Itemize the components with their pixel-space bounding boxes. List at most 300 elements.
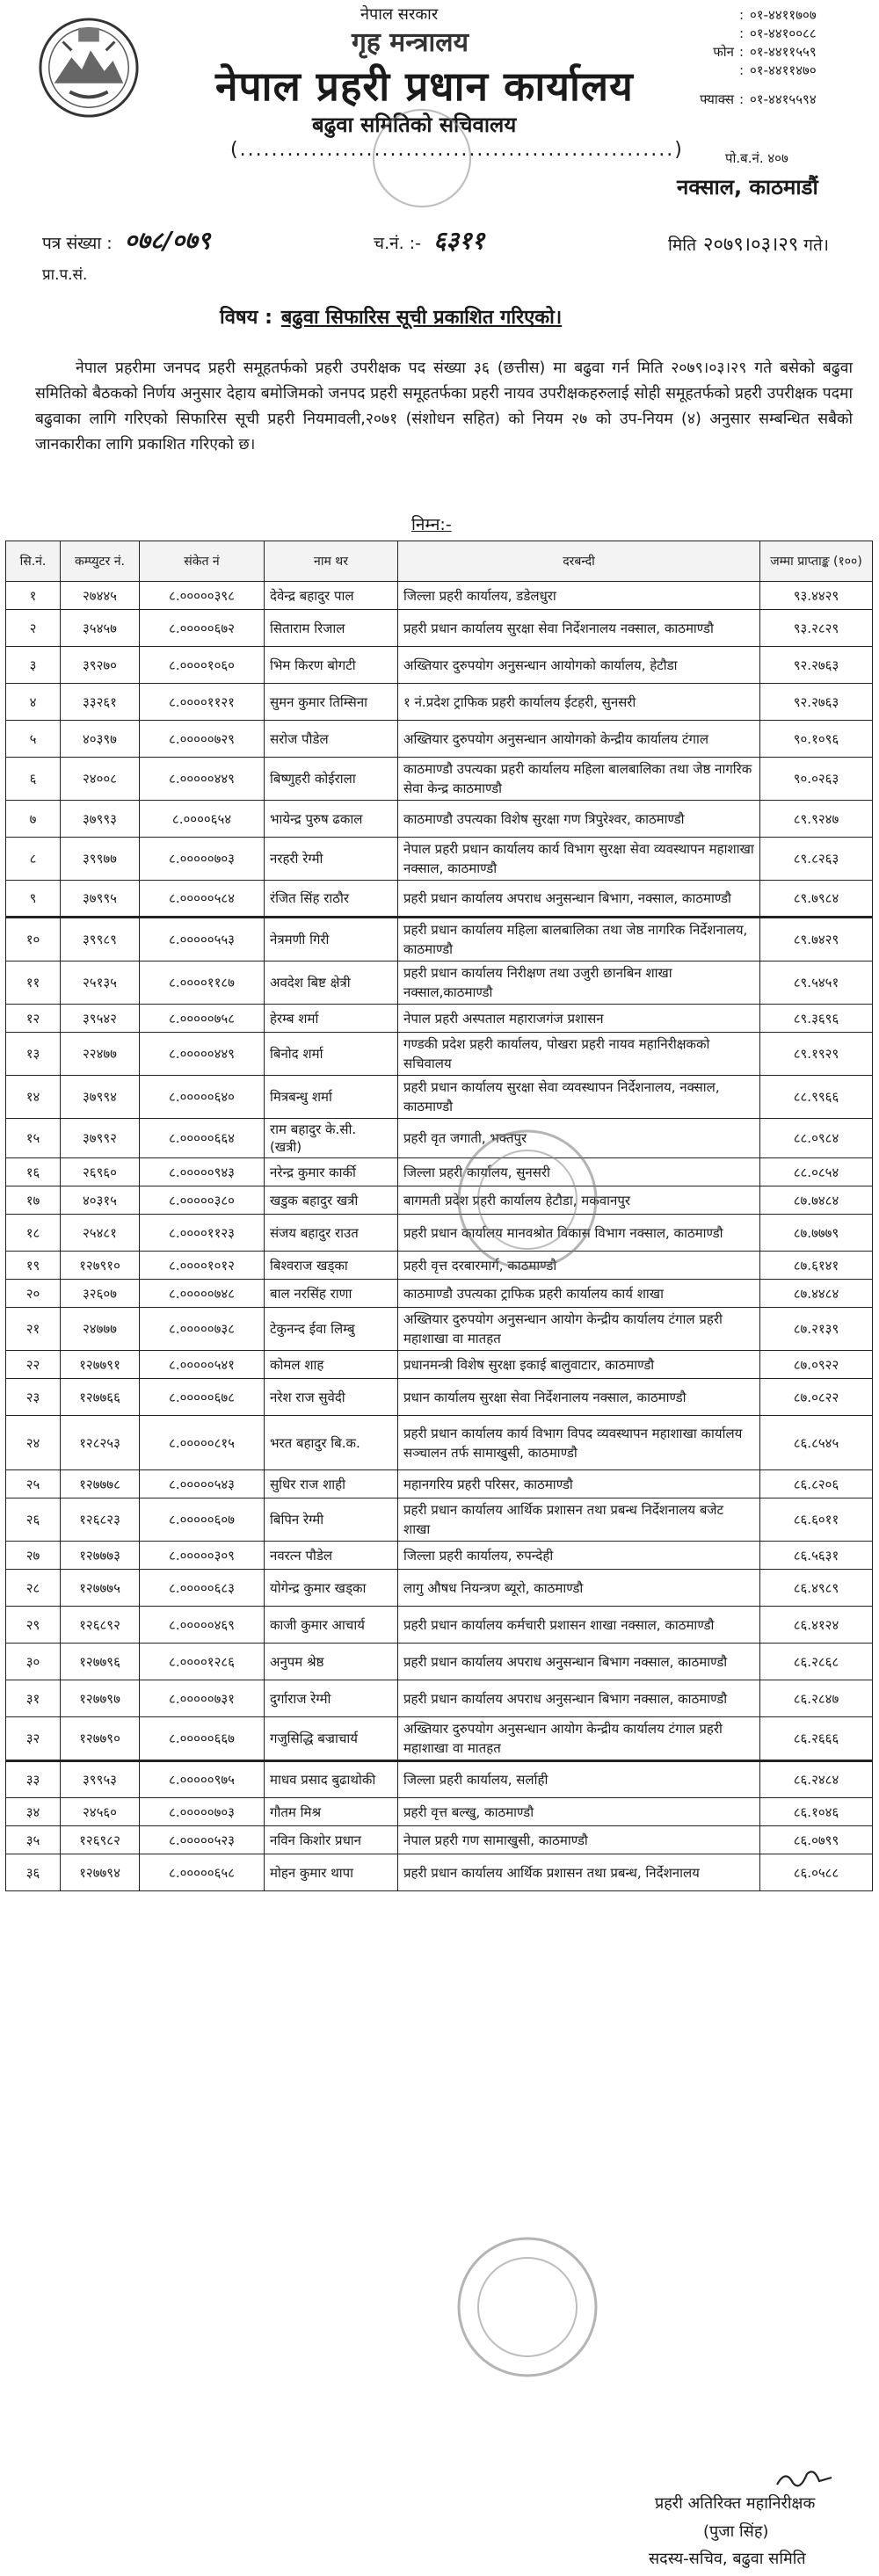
cell-name: अवदेश बिष्ट क्षेत्री (265, 961, 398, 1005)
cell-name: बिपिन रेग्मी (265, 1498, 398, 1542)
letter-number-value: ०७८/०७९ (124, 226, 211, 255)
cell-sn: ३ (6, 647, 61, 684)
cell-total-marks: ९२.२७६३ (760, 684, 873, 721)
cell-computer-no: १२८२५३ (61, 1416, 140, 1470)
cell-computer-no: ३२६०७ (61, 1280, 140, 1308)
cell-sn: ३५ (6, 1826, 61, 1854)
cell-total-marks: ८९.१९२९ (760, 1033, 873, 1076)
cell-symbol-no: ८.०००००६६७ (140, 1717, 265, 1761)
cell-total-marks: ८७.२१३९ (760, 1308, 873, 1351)
cell-sn: ३३ (6, 1761, 61, 1798)
cell-sn: २ (6, 610, 61, 647)
cell-sn: ५ (6, 721, 61, 758)
cell-sn: ७ (6, 801, 61, 838)
cell-computer-no: १२७७९७ (61, 1680, 140, 1717)
signatory-title: प्रहरी अतिरिक्त महानिरीक्षक (655, 2494, 816, 2513)
po-box: पो.ब.नं. ४०७ (725, 150, 788, 166)
cell-name: मोहन कुमार थापा (265, 1854, 398, 1891)
cell-name: भिम किरण बोगटी (265, 647, 398, 684)
cell-name: नरेन्द्र कुमार कार्की (265, 1158, 398, 1186)
list-heading: निम्न:- (411, 515, 452, 534)
cell-posting: प्रहरी वृत्त दरबारमार्ग, काठमाण्डौ (398, 1252, 760, 1280)
committee-dots: (.......................................................) (230, 139, 684, 161)
cell-computer-no: २२४७७ (61, 1033, 140, 1076)
cell-symbol-no: ८.०००००६७८ (140, 1379, 265, 1416)
table-row (6, 1680, 873, 1717)
header-posting: दरबन्दी (398, 541, 760, 582)
cell-sn: ३६ (6, 1854, 61, 1891)
table-row (6, 758, 873, 801)
cell-symbol-no: ८.००००१२८६ (140, 1644, 265, 1680)
cell-posting: प्रहरी वृत्त बल्खु, काठमाण्डौ (398, 1798, 760, 1826)
dispatch-number (374, 223, 484, 257)
cell-name: काजी कुमार आचार्य (265, 1607, 398, 1644)
cell-name: सरोज पौडेल (265, 721, 398, 758)
cell-total-marks: ८८.०९८४ (760, 1119, 873, 1158)
cell-sn: १४ (6, 1076, 61, 1119)
cell-symbol-no: ८.०००००७४८ (140, 1280, 265, 1308)
header-symbol-no: संकेत नं (140, 541, 265, 582)
cell-posting: नेपाल प्रहरी प्रधान कार्यालय कार्य विभाग सुरक्षा सेवा व्यवस्थापन महाशाखा नक्साल, काठमाण्डौ (398, 838, 760, 881)
cell-symbol-no: ८.००००१०६० (140, 647, 265, 684)
cell-posting: प्रहरी प्रधान कार्यालय सुरक्षा सेवा निर्देशनालय नक्साल, काठमाण्डौ (398, 610, 760, 647)
table-row (6, 1280, 873, 1308)
contact-label: फोन (713, 43, 734, 60)
table-row (6, 1215, 873, 1252)
cell-posting: प्रहरी प्रधान कार्यालय अपराध अनुसन्धान बिभाग, नक्साल, काठमाण्डौ (398, 881, 760, 918)
contact-row (655, 42, 875, 61)
cell-posting: जिल्ला प्रहरी कार्यालय, सुनसरी (398, 1158, 760, 1186)
cell-sn: २५ (6, 1470, 61, 1498)
cell-name: बिनोद शर्मा (265, 1033, 398, 1076)
cell-symbol-no: ८.०००००५५३ (140, 918, 265, 961)
cell-computer-no: १२६८९२ (61, 1607, 140, 1644)
cell-computer-no: ३७९९२ (61, 1119, 140, 1158)
cell-total-marks: ८६.२८४७ (760, 1680, 873, 1717)
contact-colon: : (739, 25, 745, 41)
letter-number-label: पत्र संख्या : (42, 234, 113, 253)
cell-symbol-no: ८.०००००४४९ (140, 758, 265, 801)
cell-name: दुर्गाराज रेग्मी (265, 1680, 398, 1717)
cell-total-marks: ८६.६०११ (760, 1498, 873, 1542)
cell-name: टेकुनन्द ईवा लिम्बु (265, 1308, 398, 1351)
table-row (6, 647, 873, 684)
cell-name: बाल नरसिंह राणा (265, 1280, 398, 1308)
cell-posting: महानगरिय प्रहरी परिसर, काठमाण्डौ (398, 1470, 760, 1498)
table-row (6, 1076, 873, 1119)
table-row (6, 881, 873, 918)
cell-total-marks: ८६.१०४६ (760, 1798, 873, 1826)
cell-sn: १ (6, 582, 61, 610)
cell-computer-no: १२७७७८ (61, 1470, 140, 1498)
cell-name: बिष्णुहरी कोईराला (265, 758, 398, 801)
table-row (6, 1033, 873, 1076)
cell-sn: १९ (6, 1252, 61, 1280)
cell-computer-no: २६९६० (61, 1158, 140, 1186)
letter-date-label: मिति (668, 236, 697, 255)
cell-total-marks: ८९.३६९६ (760, 1005, 873, 1033)
letter-date-value: २०७९।०३।२९ (703, 234, 799, 256)
contact-row (655, 24, 875, 42)
cell-name: खडुक बहादुर खत्री (265, 1186, 398, 1215)
table-row (6, 1379, 873, 1416)
cell-symbol-no: ८.०००००७०३ (140, 1798, 265, 1826)
table-header-row (6, 541, 873, 582)
cell-name: राम बहादुर के.सी. (खत्री) (265, 1119, 398, 1158)
table-row (6, 610, 873, 647)
office-stamp-icon (369, 105, 475, 211)
table-row (6, 1826, 873, 1854)
cell-computer-no: ४०३१५ (61, 1186, 140, 1215)
cell-symbol-no: ८.००००११२३ (140, 1215, 265, 1252)
cell-name: मित्रबन्धु शर्मा (265, 1076, 398, 1119)
cell-computer-no: १२७७९१ (61, 1351, 140, 1379)
cell-symbol-no: ८.०००००७२९ (140, 721, 265, 758)
table-row (6, 801, 873, 838)
cell-computer-no: ३७९९४ (61, 1076, 140, 1119)
cell-sn: १७ (6, 1186, 61, 1215)
cell-posting: काठमाण्डौ उपत्यका प्रहरी कार्यालय महिला बालबालिका तथा जेष्ठ नागरिक सेवा केन्द्र काठमाण्डौ (398, 758, 760, 801)
cell-symbol-no: ८.०००००७३८ (140, 1308, 265, 1351)
table-row (6, 1005, 873, 1033)
cell-posting: जिल्ला प्रहरी कार्यालय, सर्लाही (398, 1761, 760, 1798)
cell-sn: १५ (6, 1119, 61, 1158)
contact-value: ०१-४४१५५९४ (750, 91, 817, 107)
cell-name: संजय बहादुर राउत (265, 1215, 398, 1252)
cell-posting: प्रहरी प्रधान कार्यालय कार्य विभाग विपद व्यवस्थापन महाशाखा कार्यालय सञ्चालन तर्फ सामाखुसी, काठमाण्डौ (398, 1416, 760, 1470)
cell-symbol-no: ८.००००१०१२ (140, 1252, 265, 1280)
cell-name: योगेन्द्र कुमार खड्का (265, 1570, 398, 1607)
cell-symbol-no: ८.०००००७०३ (140, 838, 265, 881)
table-row (6, 838, 873, 881)
cell-total-marks: ८६.२४८४ (760, 1761, 873, 1798)
table-row (6, 1119, 873, 1158)
cell-sn: २० (6, 1280, 61, 1308)
cell-computer-no: १२७७७५ (61, 1570, 140, 1607)
cell-total-marks: ८९.७९८४ (760, 881, 873, 918)
cell-sn: ४ (6, 684, 61, 721)
office-name: नेपाल प्रहरी प्रधान कार्यालय (215, 62, 634, 110)
cell-sn: १२ (6, 1005, 61, 1033)
cell-symbol-no: ८.०००००६४० (140, 1076, 265, 1119)
recommendation-table (5, 541, 873, 1891)
cell-symbol-no: ८.०००००९४३ (140, 1158, 265, 1186)
cell-posting: लागु औषध नियन्त्रण ब्यूरो, काठमाण्डौ (398, 1570, 760, 1607)
cell-total-marks: ९२.२७६३ (760, 647, 873, 684)
cell-name: सिताराम रिजाल (265, 610, 398, 647)
cell-posting: प्रहरी प्रधान कार्यालय सुरक्षा सेवा व्यवस्थापन निर्देशनालय, नक्साल, काठमाण्डौ (398, 1076, 760, 1119)
cell-total-marks: ८९.८२६३ (760, 838, 873, 881)
cell-total-marks: ९३.२८२९ (760, 610, 873, 647)
contact-colon: : (739, 91, 745, 107)
signature-mark-icon (774, 2465, 835, 2493)
cell-total-marks: ८६.८५४५ (760, 1416, 873, 1470)
cell-computer-no: ३३२६१ (61, 684, 140, 721)
cell-computer-no: २५४८१ (61, 1215, 140, 1252)
cell-computer-no: १२७७७३ (61, 1542, 140, 1570)
cell-sn: २७ (6, 1542, 61, 1570)
cell-posting: बागमती प्रदेश प्रहरी कार्यालय हेटौडा, मकवानपुर (398, 1186, 760, 1215)
cell-posting: प्रहरी प्रधान कार्यालय महिला बालबालिका तथा जेष्ठ नागरिक निर्देशनालय, काठमाण्डौ (398, 918, 760, 961)
cell-sn: १० (6, 918, 61, 961)
cell-name: गजुसिद्धि बज्राचार्य (265, 1717, 398, 1761)
cell-computer-no: २४००८ (61, 758, 140, 801)
cell-symbol-no: ८.०००००६०७ (140, 1498, 265, 1542)
cell-symbol-no: ८.००००११२१ (140, 684, 265, 721)
table-row (6, 684, 873, 721)
header-total-marks: जम्मा प्राप्ताङ्क (१००) (760, 541, 873, 582)
cell-computer-no: १२७७९४ (61, 1854, 140, 1891)
signatory-role: सदस्य-सचिव, बढुवा समिति (649, 2550, 806, 2568)
cell-posting: जिल्ला प्रहरी कार्यालय, रुपन्देही (398, 1542, 760, 1570)
cell-total-marks: ८७.७४८४ (760, 1186, 873, 1215)
table-row (6, 1607, 873, 1644)
cell-name: बिश्वराज खड्का (265, 1252, 398, 1280)
table-row (6, 1308, 873, 1351)
cell-posting: नेपाल प्रहरी अस्पताल महाराजगंज प्रशासन (398, 1005, 760, 1033)
cell-total-marks: ८७.०८२२ (760, 1379, 873, 1416)
cell-name: नरेश राज सुवेदी (265, 1379, 398, 1416)
cell-total-marks: ९३.४४२९ (760, 582, 873, 610)
cell-computer-no: १२७७६६ (61, 1379, 140, 1416)
cell-sn: २६ (6, 1498, 61, 1542)
cell-computer-no: १२७९१० (61, 1252, 140, 1280)
cell-posting: प्रहरी प्रधान कार्यालय अपराध अनुसन्धान बिभाग नक्साल, काठमाण्डौ (398, 1644, 760, 1680)
cell-name: भरत बहादुर बि.क. (265, 1416, 398, 1470)
cell-posting: प्रधान कार्यालय सुरक्षा सेवा निर्देशनालय नक्साल, काठमाण्डौ (398, 1379, 760, 1416)
cell-symbol-no: ८.०००००८१५ (140, 1416, 265, 1470)
contact-colon: : (739, 6, 745, 23)
cell-sn: २४ (6, 1416, 61, 1470)
cell-symbol-no: ८.०००००६८३ (140, 1570, 265, 1607)
cell-computer-no: २४५६० (61, 1798, 140, 1826)
cell-computer-no: ३९९७७ (61, 838, 140, 881)
cell-symbol-no: ८.००००११८७ (140, 961, 265, 1005)
cell-total-marks: ८७.४४८४ (760, 1280, 873, 1308)
cell-computer-no: १२७७९० (61, 1717, 140, 1761)
signatory-name: (पुजा सिंह) (703, 2522, 769, 2541)
cell-symbol-no: ८.०००००६५८ (140, 1854, 265, 1891)
committee-name: बढुवा समितिको सचिवालय (312, 112, 517, 137)
cell-computer-no: २४७७७ (61, 1308, 140, 1351)
cell-symbol-no: ८.०००००५२३ (140, 1826, 265, 1854)
cell-posting: अख्तियार दुरुपयोग अनुसन्धान आयोगको केन्द्रीय कार्यालय टंगाल (398, 721, 760, 758)
cell-total-marks: ८६.०५८८ (760, 1854, 873, 1891)
table-row (6, 918, 873, 961)
cell-sn: १३ (6, 1033, 61, 1076)
cell-sn: ११ (6, 961, 61, 1005)
cell-total-marks: ८७.६१४१ (760, 1252, 873, 1280)
cell-sn: २२ (6, 1351, 61, 1379)
cell-name: रंजित सिंह राठौर (265, 881, 398, 918)
government-name: नेपाल सरकार (360, 5, 439, 24)
cell-posting: प्रहरी प्रधान कार्यालय आर्थिक प्रशासन तथा प्रबन्ध, निर्देशनालय (398, 1854, 760, 1891)
contact-value: ०१-४४१००८८ (750, 25, 817, 41)
cell-sn: ३२ (6, 1717, 61, 1761)
cell-total-marks: ८६.८२०६ (760, 1470, 873, 1498)
contact-value: ०१-४४११७०७ (750, 6, 817, 23)
cell-name: सुधिर राज शाही (265, 1470, 398, 1498)
table-row (6, 1498, 873, 1542)
table-row (6, 582, 873, 610)
table-row (6, 1644, 873, 1680)
cell-name: नरहरी रेग्मी (265, 838, 398, 881)
cell-posting: काठमाण्डौ उपत्यका ट्राफिक प्रहरी कार्यालय कार्य शाखा (398, 1280, 760, 1308)
cell-symbol-no: ८.००००६५४ (140, 801, 265, 838)
table-row (6, 1252, 873, 1280)
cell-computer-no: ४०३९७ (61, 721, 140, 758)
cell-posting: प्रधानमन्त्री विशेष सुरक्षा इकाई बालुवाटार, काठमाण्डौ (398, 1351, 760, 1379)
cell-computer-no: १२६८२३ (61, 1498, 140, 1542)
contact-row (655, 90, 875, 108)
office-stamp-icon (453, 2232, 602, 2382)
nepal-emblem-icon (37, 16, 141, 120)
contact-colon: : (739, 43, 745, 60)
cell-posting: प्रहरी प्रधान कार्यालय निरीक्षण तथा उजुरी छानबिन शाखा नक्साल,काठमाण्डौ (398, 961, 760, 1005)
cell-symbol-no: ८.०००००७३१ (140, 1680, 265, 1717)
cell-total-marks: ८८.९९६६ (760, 1076, 873, 1119)
cell-posting: १ नं.प्रदेश ट्राफिक प्रहरी कार्यालय ईटहरी, सुनसरी (398, 684, 760, 721)
cell-posting: प्रहरी वृत जगाती, भक्तपुर (398, 1119, 760, 1158)
header-name: नाम थर (265, 541, 398, 582)
contact-row (655, 5, 875, 24)
cell-symbol-no: ८.०००००५४१ (140, 1351, 265, 1379)
cell-posting: अख्तियार दुरुपयोग अनुसन्धान आयोगको कार्यालय, हेटौडा (398, 647, 760, 684)
cell-total-marks: ८६.५६३१ (760, 1542, 873, 1570)
header-computer-no: कम्प्युटर नं. (61, 541, 140, 582)
cell-computer-no: ३७९९५ (61, 881, 140, 918)
cell-sn: २१ (6, 1308, 61, 1351)
cell-total-marks: ८६.४९८९ (760, 1570, 873, 1607)
cell-sn: ३१ (6, 1680, 61, 1717)
cell-posting: अख्तियार दुरुपयोग अनुसन्धान आयोग केन्द्रीय कार्यालय टंगाल प्रहरी महाशाखा वा मातहत (398, 1308, 760, 1351)
cell-posting: गण्डकी प्रदेश प्रहरी कार्यालय, पोखरा प्रहरी नायव महानिरीक्षकको सचिवालय (398, 1033, 760, 1076)
cell-symbol-no: ८.०००००४६९ (140, 1607, 265, 1644)
contact-row (655, 61, 875, 79)
table-row (6, 961, 873, 1005)
cell-name: माधव प्रसाद बुढाथोकी (265, 1761, 398, 1798)
prapasa-label: प्रा.प.सं. (42, 266, 88, 284)
cell-total-marks: ८९.९२४७ (760, 801, 873, 838)
cell-total-marks: ८६.०७९९ (760, 1826, 873, 1854)
cell-posting: प्रहरी प्रधान कार्यालय आर्थिक प्रशासन तथा प्रबन्ध निर्देशनालय बजेट शाखा (398, 1498, 760, 1542)
cell-sn: ६ (6, 758, 61, 801)
cell-computer-no: ३५४५७ (61, 610, 140, 647)
cell-sn: १८ (6, 1215, 61, 1252)
letter-date (668, 230, 829, 257)
cell-total-marks: ८७.७७७९ (760, 1215, 873, 1252)
cell-symbol-no: ८.०००००९७५ (140, 1761, 265, 1798)
cell-computer-no: ३९२७० (61, 647, 140, 684)
cell-sn: १६ (6, 1158, 61, 1186)
cell-name: भायेन्द्र पुरुष ढकाल (265, 801, 398, 838)
cell-total-marks: ८८.०८५४ (760, 1158, 873, 1186)
cell-computer-no: ३९९८९ (61, 918, 140, 961)
cell-symbol-no: ८.०००००३०९ (140, 1542, 265, 1570)
cell-computer-no: ३९५४२ (61, 1005, 140, 1033)
cell-computer-no: २७४४५ (61, 582, 140, 610)
cell-name: सुमन कुमार तिम्सिना (265, 684, 398, 721)
cell-name: अनुपम श्रेष्ठ (265, 1644, 398, 1680)
cell-total-marks: ९०.१०९६ (760, 721, 873, 758)
cell-posting: प्रहरी प्रधान कार्यालय मानवश्रोत विकास विभाग नक्साल, काठमाण्डौ (398, 1215, 760, 1252)
cell-posting: प्रहरी प्रधान कार्यालय कर्मचारी प्रशासन शाखा नक्साल, काठमाण्डौ (398, 1607, 760, 1644)
cell-sn: २८ (6, 1570, 61, 1607)
cell-computer-no: ३९९५३ (61, 1761, 140, 1798)
table-row (6, 1798, 873, 1826)
table-row (6, 1470, 873, 1498)
cell-symbol-no: ८.०००००५८४ (140, 881, 265, 918)
table-row (6, 1570, 873, 1607)
subject-value: बढुवा सिफारिस सूची प्रकाशित गरिएको। (280, 307, 563, 329)
letter-date-suffix: गते। (803, 236, 829, 255)
subject-label: विषय : (220, 307, 272, 329)
subject-line (220, 303, 562, 330)
office-location: नक्साल, काठमाडौं (677, 175, 818, 200)
dispatch-number-value: ६३११ (433, 226, 485, 255)
table-row (6, 1542, 873, 1570)
cell-symbol-no: ८.०००००५४३ (140, 1470, 265, 1498)
cell-symbol-no: ८.०००००३८० (140, 1186, 265, 1215)
table-row (6, 1158, 873, 1186)
contact-value: ०१-४४११४७० (750, 62, 817, 78)
cell-total-marks: ८९.५४५१ (760, 961, 873, 1005)
cell-name: नविन किशोर प्रधान (265, 1826, 398, 1854)
cell-name: देवेन्द्र बहादुर पाल (265, 582, 398, 610)
contact-colon: : (739, 62, 745, 78)
cell-total-marks: ८९.७४२९ (760, 918, 873, 961)
cell-symbol-no: ८.०००००६७२ (140, 610, 265, 647)
cell-computer-no: १२७७९६ (61, 1644, 140, 1680)
header-sn: सि.नं. (6, 541, 61, 582)
cell-sn: २३ (6, 1379, 61, 1416)
cell-total-marks: ८६.२८६८ (760, 1644, 873, 1680)
table-row (6, 1416, 873, 1470)
table-body (6, 582, 873, 1891)
cell-name: नवरत्न पौडेल (265, 1542, 398, 1570)
table-row (6, 1717, 873, 1761)
cell-sn: ३४ (6, 1798, 61, 1826)
cell-computer-no: २५१३५ (61, 961, 140, 1005)
cell-posting: नेपाल प्रहरी गण सामाखुसी, काठमाण्डौ (398, 1826, 760, 1854)
cell-symbol-no: ८.०००००६६४ (140, 1119, 265, 1158)
cell-symbol-no: ८.०००००३९८ (140, 582, 265, 610)
cell-total-marks: ९०.०२६३ (760, 758, 873, 801)
cell-sn: २९ (6, 1607, 61, 1644)
contact-value: ०१-४४११५५९ (750, 43, 817, 60)
table-row (6, 1351, 873, 1379)
cell-total-marks: ८६.४१२४ (760, 1607, 873, 1644)
table-row (6, 1186, 873, 1215)
table-row (6, 1854, 873, 1891)
cell-name: हेरम्ब शर्मा (265, 1005, 398, 1033)
dispatch-number-label: च.नं. :- (374, 234, 421, 253)
cell-posting: काठमाण्डौ उपत्यका विशेष सुरक्षा गण त्रिपुरेश्वर, काठमाण्डौ (398, 801, 760, 838)
cell-total-marks: ८६.२६६६ (760, 1717, 873, 1761)
cell-sn: ८ (6, 838, 61, 881)
cell-posting: जिल्ला प्रहरी कार्यालय, डडेलधुरा (398, 582, 760, 610)
cell-sn: ९ (6, 881, 61, 918)
intro-paragraph: नेपाल प्रहरीमा जनपद प्रहरी समूहतर्फको प्रहरी उपरीक्षक पद संख्या ३६ (छत्तीस) मा बढुवा गर्न मिति २०७९।०३।२९ गते बसेको बढुवा समितिको बैठकको निर्णय अनुसार देहाय बमोजिमको जनपद प्रहरी समूहतर्फका प्रहरी नायव उपरीक्षकहरुलाई सोही समूहतर्फको प्रहरी उपरीक्षक पदमा बढुवाका लागि गरिएको सिफारिस सूची प्रहरी नियमावली,२०७१ (संशोधन सहित) को नियम २७ को उप-नियम (४) अनुसार सम्बन्धित सबैको जानकारीका लागि प्रकाशित गरिएको छ। (35, 359, 853, 454)
contact-block (655, 5, 875, 108)
ministry-name: गृह मन्त्रालय (352, 27, 469, 58)
cell-computer-no: १२६९८२ (61, 1826, 140, 1854)
table-row (6, 721, 873, 758)
office-stamp-icon (453, 1125, 602, 1274)
cell-name: कोमल शाह (265, 1351, 398, 1379)
cell-sn: ३० (6, 1644, 61, 1680)
table-row (6, 1761, 873, 1798)
